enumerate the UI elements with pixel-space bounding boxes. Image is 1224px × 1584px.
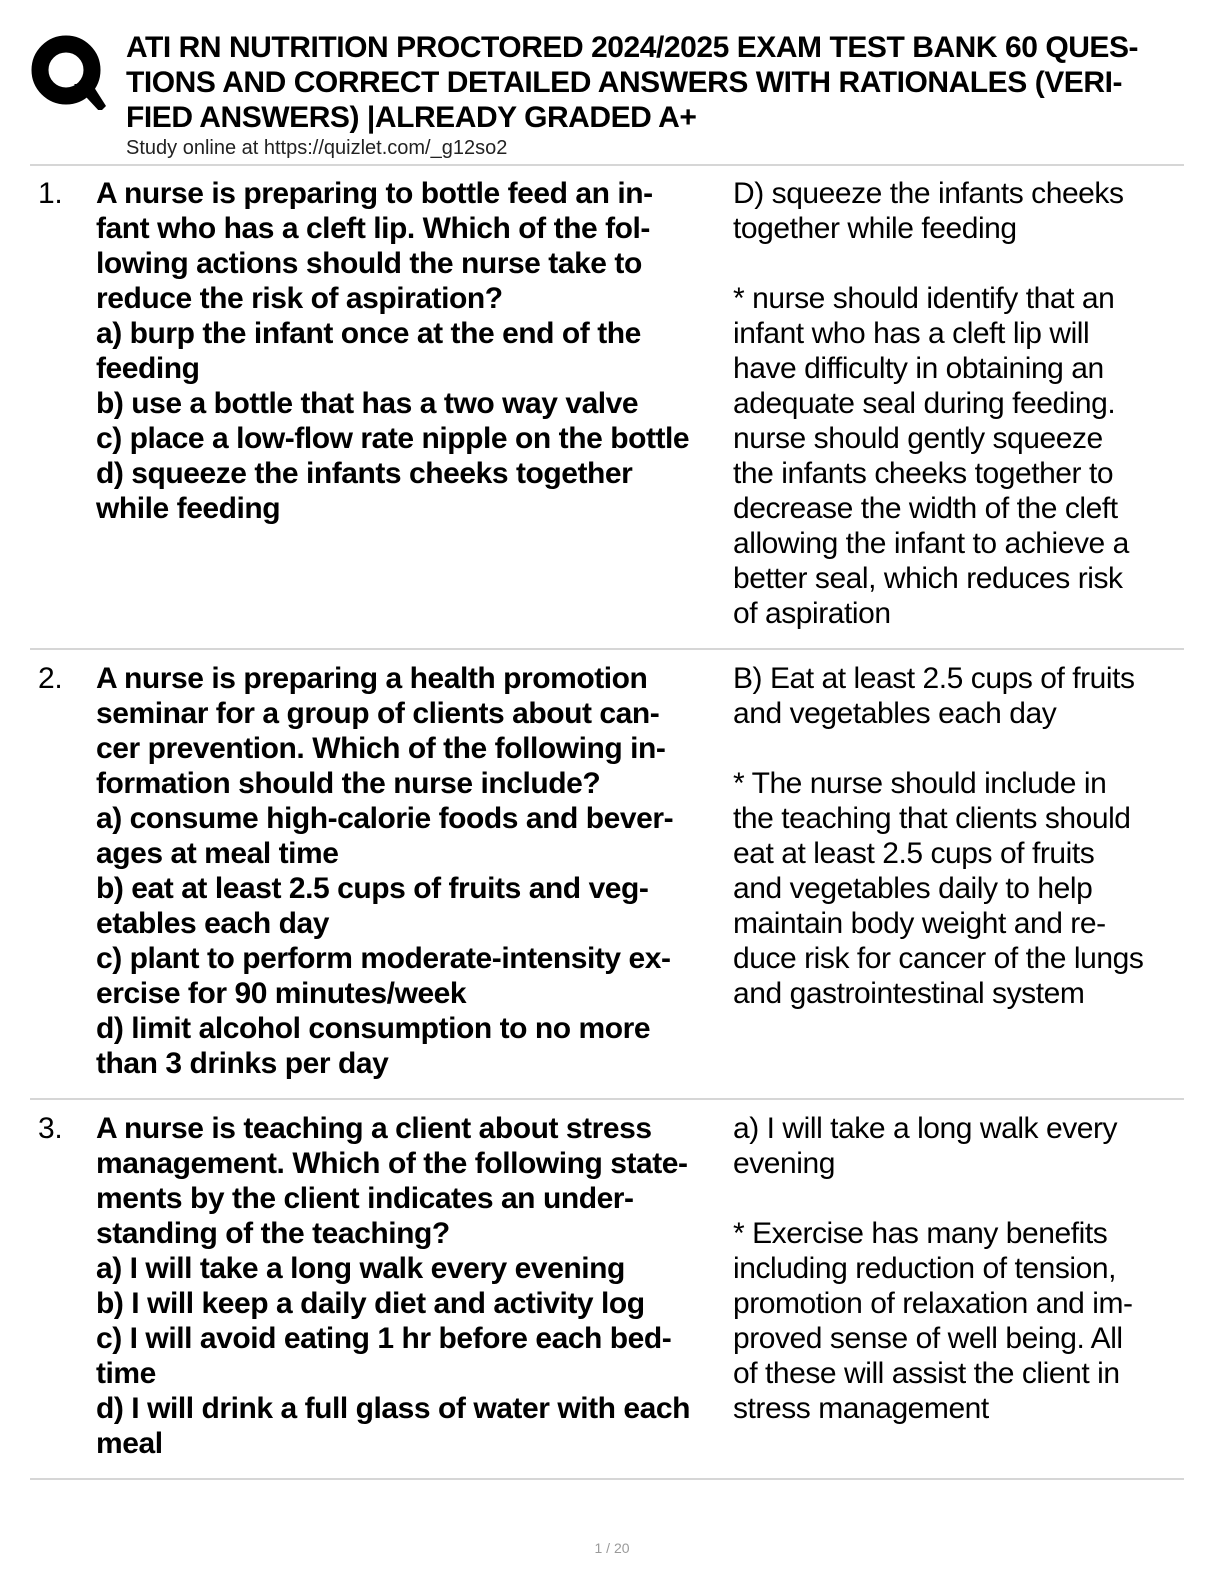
answer-line: and vegetables each day [733, 697, 1057, 730]
blank-line [733, 1181, 1193, 1216]
question-line: cer prevention. Which of the following in- [96, 732, 666, 765]
question-line: reduce the risk of aspiration? [96, 282, 503, 315]
answer-line: better seal, which reduces risk [733, 562, 1123, 595]
question-line: c) plant to perform moderate-intensity ex- [96, 942, 671, 975]
answer-line: evening [733, 1147, 835, 1180]
question-line: c) I will avoid eating 1 hr before each bed- [96, 1322, 672, 1355]
divider [30, 1478, 1184, 1480]
answer-line: including reduction of tension, [733, 1252, 1116, 1285]
answer-line: * Exercise has many benefits [733, 1217, 1108, 1250]
question-line: b) I will keep a daily diet and activity log [96, 1287, 645, 1320]
question-line: A nurse is teaching a client about stress [96, 1112, 652, 1145]
answer-line: together while feeding [733, 212, 1017, 245]
question-line: standing of the teaching? [96, 1217, 450, 1250]
question-line: than 3 drinks per day [96, 1047, 389, 1080]
answer-line: of these will assist the client in [733, 1357, 1120, 1390]
answer-line: proved sense of well being. All [733, 1322, 1123, 1355]
answer-line: of aspiration [733, 597, 891, 630]
question-line: meal [96, 1427, 163, 1460]
answer-line: duce risk for cancer of the lungs [733, 942, 1144, 975]
question-line: time [96, 1357, 156, 1390]
question-line: ages at meal time [96, 837, 339, 870]
answer-line: allowing the infant to achieve a [733, 527, 1129, 560]
question-line: d) squeeze the infants cheeks together [96, 457, 633, 490]
page-indicator: 1 / 20 [594, 1540, 630, 1556]
title-line: ATI RN NUTRITION PROCTORED 2024/2025 EXAM TEST BANK 60 QUES- [126, 31, 1139, 64]
question-line: fant who has a cleft lip. Which of the fol- [96, 212, 650, 245]
divider [30, 648, 1184, 650]
question-text [96, 176, 736, 526]
study-online-link[interactable]: Study online at https://quizlet.com/_g12so2 [126, 137, 508, 159]
card-number: 1. [38, 177, 63, 210]
answer-line: B) Eat at least 2.5 cups of fruits [733, 662, 1135, 695]
answer-line: * nurse should identify that an [733, 282, 1115, 315]
answer-line: the teaching that clients should [733, 802, 1131, 835]
answer-line: and vegetables daily to help [733, 872, 1093, 905]
document-title [126, 30, 1196, 135]
question-line: A nurse is preparing to bottle feed an in- [96, 177, 653, 210]
card-number: 3. [38, 1112, 63, 1145]
question-line: A nurse is preparing a health promotion [96, 662, 648, 695]
answer-line: eat at least 2.5 cups of fruits [733, 837, 1095, 870]
question-line: while feeding [96, 492, 281, 525]
title-line: FIED ANSWERS) |ALREADY GRADED A+ [126, 101, 697, 134]
answer-line: D) squeeze the infants cheeks [733, 177, 1124, 210]
question-line: d) limit alcohol consumption to no more [96, 1012, 651, 1045]
answer-text [733, 176, 1193, 631]
question-line: b) eat at least 2.5 cups of fruits and veg- [96, 872, 649, 905]
question-line: seminar for a group of clients about can- [96, 697, 660, 730]
answer-line: decrease the width of the cleft [733, 492, 1118, 525]
answer-line: * The nurse should include in [733, 767, 1107, 800]
question-line: formation should the nurse include? [96, 767, 601, 800]
quizlet-q-logo-icon [30, 34, 106, 110]
page-header [30, 28, 1190, 162]
divider [30, 1098, 1184, 1100]
answer-line: the infants cheeks together to [733, 457, 1114, 490]
question-line: c) place a low-flow rate nipple on the bottle [96, 422, 690, 455]
answer-line: infant who has a cleft lip will [733, 317, 1090, 350]
question-text [96, 661, 736, 1081]
question-line: lowing actions should the nurse take to [96, 247, 642, 280]
divider [30, 164, 1184, 166]
answer-line: and gastrointestinal system [733, 977, 1085, 1010]
question-line: ercise for 90 minutes/week [96, 977, 467, 1010]
question-line: feeding [96, 352, 200, 385]
card-number: 2. [38, 662, 63, 695]
blank-line [733, 731, 1193, 766]
answer-line: have difficulty in obtaining an [733, 352, 1104, 385]
question-line: a) I will take a long walk every evening [96, 1252, 625, 1285]
answer-line: promotion of relaxation and im- [733, 1287, 1133, 1320]
question-line: ments by the client indicates an under- [96, 1182, 634, 1215]
question-line: b) use a bottle that has a two way valve [96, 387, 639, 420]
answer-text [733, 1111, 1193, 1426]
answer-line: adequate seal during feeding. [733, 387, 1116, 420]
answer-line: nurse should gently squeeze [733, 422, 1103, 455]
answer-text [733, 661, 1193, 1011]
title-line: TIONS AND CORRECT DETAILED ANSWERS WITH RATIONALES (VERI- [126, 66, 1122, 99]
answer-line: stress management [733, 1392, 989, 1425]
question-line: d) I will drink a full glass of water with each [96, 1392, 690, 1425]
question-line: etables each day [96, 907, 329, 940]
question-text [96, 1111, 736, 1461]
question-line: a) burp the infant once at the end of the [96, 317, 641, 350]
answer-line: maintain body weight and re- [733, 907, 1106, 940]
question-line: a) consume high-calorie foods and bever- [96, 802, 674, 835]
blank-line [733, 246, 1193, 281]
question-line: management. Which of the following state- [96, 1147, 688, 1180]
answer-line: a) I will take a long walk every [733, 1112, 1118, 1145]
